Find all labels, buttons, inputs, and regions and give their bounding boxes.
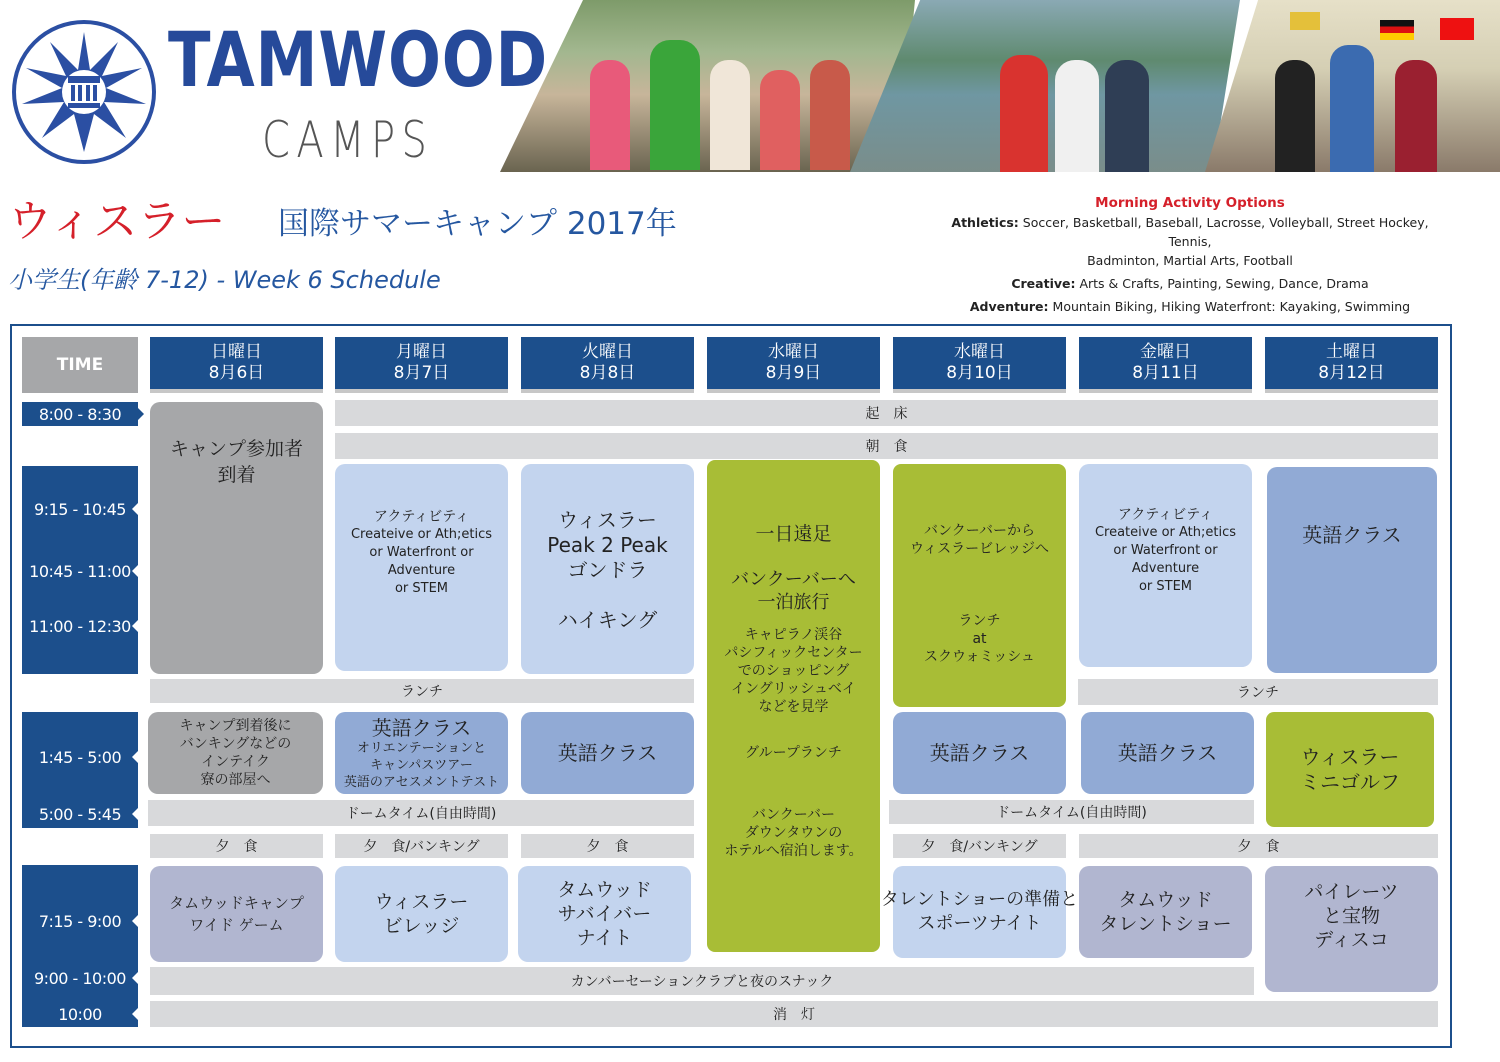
time-slot-1345: 1:45 - 5:00 (38, 747, 122, 767)
cell-sun-intake: キャンプ到着後に バンキングなどの インテイク 寮の部屋へ (148, 712, 323, 794)
page-subtitle: 小学生(年齢 7-12) - Week 6 Schedule (8, 266, 441, 294)
cell-sun-arrival: キャンプ参加者 到着 (150, 402, 323, 674)
tamwood-logo (6, 18, 162, 166)
photo-flags (1205, 0, 1500, 172)
time-slot-2200: 10:00 (58, 1004, 102, 1024)
band-breakfast: 朝 食 (335, 433, 1438, 459)
options-creative: Creative: Arts & Crafts, Painting, Sewing, Dance, Drama (1011, 276, 1369, 291)
time-marker (132, 1008, 138, 1020)
cell-tue-peak2peak: ウィスラー Peak 2 Peak ゴンドラ ハイキング (521, 464, 694, 674)
day-header-mon: 月曜日 8月7日 (335, 337, 508, 393)
time-slot-0915: 9:15 - 10:45 (34, 499, 126, 519)
cell-thu-vancouver-return: バンクーバーから ウィスラービレッジへ ランチ at スクウォミッシュ (893, 464, 1066, 707)
time-marker (132, 620, 138, 632)
photo-camp-costumes (500, 0, 915, 172)
cell-thu-talent-prep: タレントショーの準備と スポーツナイト (893, 866, 1066, 958)
morning-options (930, 194, 1450, 316)
time-header: TIME (22, 337, 138, 393)
band-dome-left: ドームタイム(自由時間) (148, 800, 694, 826)
band-dome-right: ドームタイム(自由時間) (889, 800, 1254, 824)
cell-sat-english: 英語クラス (1267, 467, 1437, 673)
cell-wed-daytrip: 一日遠足 バンクーバーへ 一泊旅行 キャピラノ渓谷 パシフィックセンター でのショッピング イングリッシュベイ などを見学 グループランチ バンクーバー ダウンタウンの ホテルへ宿泊します。 (707, 460, 880, 952)
cell-tue-english: 英語クラス (521, 712, 694, 794)
time-marker (132, 972, 138, 984)
time-marker (132, 751, 138, 763)
cell-mon-english: 英語クラス オリエンテーションと キャンパスツアー 英語のアセスメントテスト (335, 712, 508, 794)
day-header-wed: 水曜日 8月9日 (707, 337, 880, 393)
time-marker (132, 808, 138, 820)
band-wake-up: 起 床 (335, 400, 1438, 426)
options-athletics-2: Badminton, Martial Arts, Football (1087, 253, 1293, 268)
band-dinner-mon: 夕 食/バンキング (335, 834, 508, 858)
band-dinner-sun: 夕 食 (150, 834, 323, 858)
band-conversation-club: カンバーセーションクラブと夜のスナック (150, 967, 1254, 995)
time-marker (132, 915, 138, 927)
time-slot-1700: 5:00 - 5:45 (38, 804, 122, 824)
options-adventure: Adventure: Mountain Biking, Hiking Waterfront: Kayaking, Swimming (969, 299, 1411, 314)
cell-tue-survivor: タムウッド サバイバー ナイト (518, 866, 691, 962)
brand-sub: CAMPS (262, 111, 434, 169)
cell-fri-activity: アクティビティ Createive or Ath;etics or Waterfront or Adventure or STEM (1079, 464, 1252, 667)
cell-sun-wide-game: タムウッドキャンプ ワイド ゲーム (150, 866, 323, 962)
cell-fri-english: 英語クラス (1081, 712, 1254, 794)
band-dinner-right: 夕 食 (1079, 834, 1438, 858)
day-header-sat: 土曜日 8月12日 (1265, 337, 1438, 393)
time-slot-1100: 11:00 - 12:30 (29, 616, 131, 636)
day-header-sun: 日曜日 8月6日 (150, 337, 323, 393)
city-title: ウィスラー (8, 196, 226, 247)
brand-name: TAMWOOD (168, 15, 549, 104)
options-athletics: Athletics: Soccer, Basketball, Baseball, Lacrosse, Volleyball, Street Hockey, Tennis, (951, 215, 1429, 249)
band-lunch-left: ランチ (150, 679, 694, 703)
band-lunch-right: ランチ (1078, 679, 1438, 705)
cell-mon-village: ウィスラー ビレッジ (335, 866, 508, 962)
band-dinner-tue: 夕 食 (521, 834, 694, 858)
time-slot-0800: 8:00 - 8:30 (22, 402, 138, 426)
cell-sat-minigolf: ウィスラー ミニゴルフ (1266, 712, 1434, 827)
cell-thu-english: 英語クラス (893, 712, 1066, 794)
cell-mon-activity: アクティビティ Createive or Ath;etics or Waterfront or Adventure or STEM (335, 464, 508, 671)
cell-sat-pirate-disco: パイレーツ と宝物 ディスコ (1265, 866, 1438, 992)
time-slot-2100: 9:00 - 10:00 (34, 968, 126, 988)
day-header-tue: 火曜日 8月8日 (521, 337, 694, 393)
band-lights-out: 消 灯 (150, 1001, 1438, 1027)
options-heading: Morning Activity Options (1095, 195, 1285, 211)
time-slot-1045: 10:45 - 11:00 (29, 561, 131, 581)
time-slot-1915: 7:15 - 9:00 (38, 911, 122, 931)
band-dinner-thu: 夕 食/バンキング (893, 834, 1066, 858)
time-marker (132, 503, 138, 515)
time-marker (132, 565, 138, 577)
cell-fri-talent-show: タムウッド タレントショー (1079, 866, 1252, 958)
day-header-fri: 金曜日 8月11日 (1079, 337, 1252, 393)
day-header-thu: 水曜日 8月10日 (893, 337, 1066, 393)
camp-title: 国際サマーキャンプ 2017年 (278, 206, 677, 242)
